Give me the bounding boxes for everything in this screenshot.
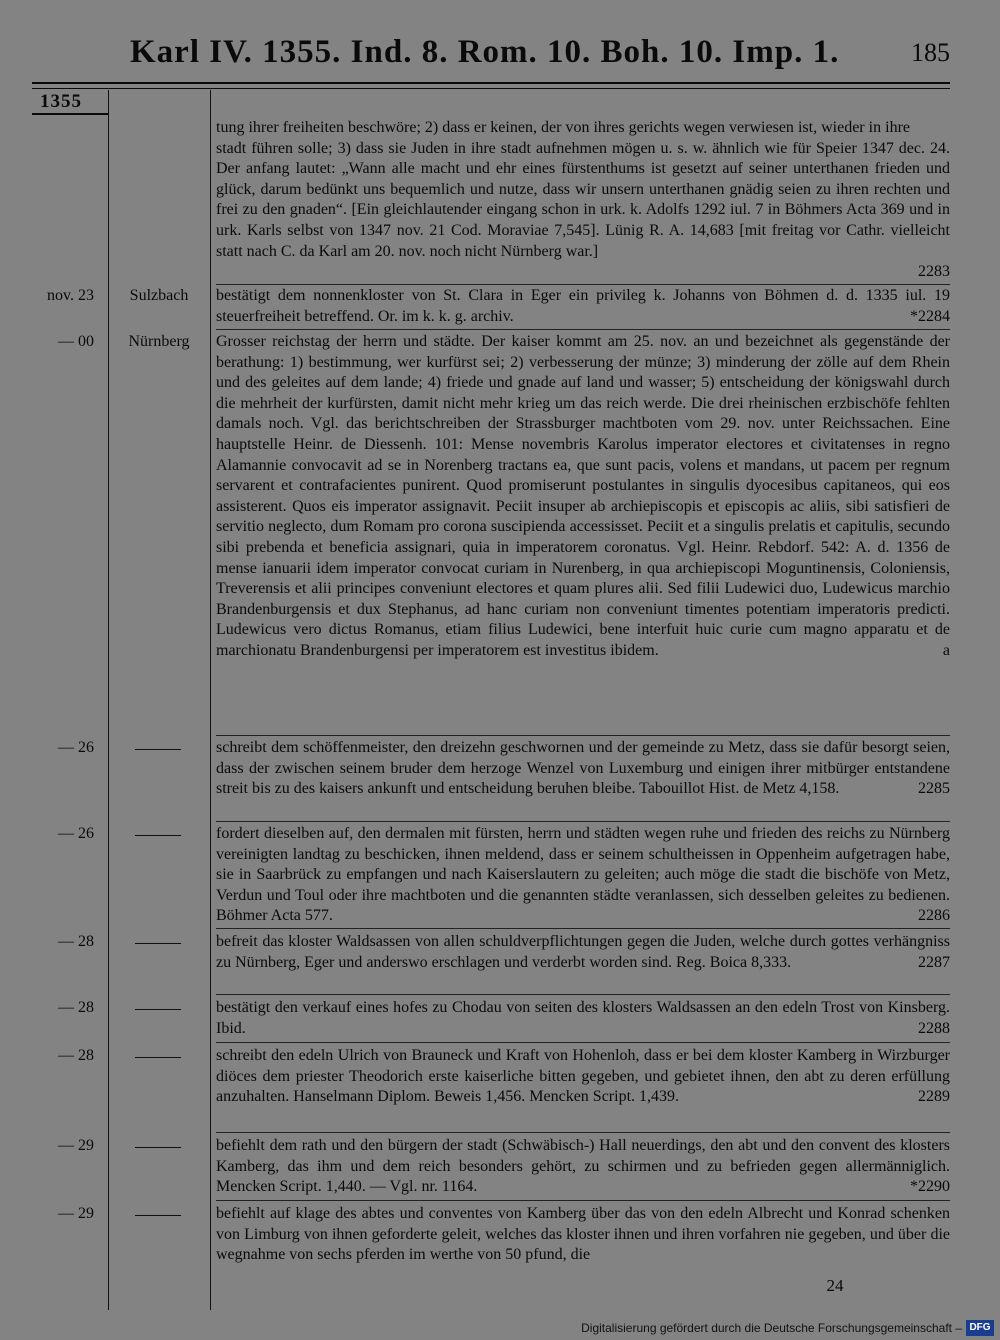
entry-number: 2283 xyxy=(918,263,950,280)
entry-text xyxy=(216,824,950,927)
entry-text xyxy=(216,286,950,327)
entry-date: — 00 xyxy=(58,333,94,350)
entry-separator xyxy=(216,994,950,995)
place-ditto-dash xyxy=(135,749,181,750)
entry-body: schreibt den edeln Ulrich von Brauneck und Kraft von Hohenloh, dass er bei dem kloster Kamberg in Wirzburger diöces dem priester Theodorich erste kaiserliche bitten gegeben, und gebietet ihnen, den abt zu deren erfüllung anzuhalten. Hanselmann Diplom. Beweis 1,456. Mencken Script. 1,439. xyxy=(216,1047,950,1106)
entry-separator xyxy=(216,1200,950,1201)
entry-date: — 28 xyxy=(58,999,94,1016)
entry-number: *2290 xyxy=(910,1178,950,1196)
page-number: 185 xyxy=(911,38,950,67)
entry-text xyxy=(216,332,950,662)
entry-place: Nürnberg xyxy=(128,333,190,350)
entry-text xyxy=(216,118,950,280)
entry-body: befreit das kloster Waldsassen von allen schuldverpflichtungen gegen die Juden, welche durch gottes verhängniss zu Nürnberg, Eger und anderswo erschlagen und verderbt worden sind. Reg. Boica 8,333. xyxy=(216,933,950,971)
place-ditto-dash xyxy=(135,1057,181,1058)
entry-number: 2289 xyxy=(918,1088,950,1106)
entry-body: Grosser reichstag der herrn und städte. Der kaiser kommt am 25. nov. an und bezeichnet als gegenstände der berathung: 1) bestimmung, wer kurfürst sei; 2) verbesserung der münze; 3) minderung der zölle auf dem Rhein und des geleites auf dem lande; 4) friede und gnade auf land und wasser; 5) entscheidung der königswahl durch die mehrheit der kurfürsten, damit nicht mehr krieg um das reich werde. Die drei rheinischen erzbischöfe fehlten damals noch. Vgl. das berichtschreiben der Strassburger machtboten vom 29. nov. unter Reichssachen. Eine hauptstelle Heinr. de Diessenh. 101: Mense novembris Karolus imperator electores et civitatenses in regno Alamannie convocavit ad se in Norenberg tractans ea, que sunt pacis, volens et mandans, ut pacem per regnum servarent et contrafacientes punirent. Quod promiserunt postulantes in singulis dyocesibus capitaneos, qui eos assisterent. Quos eis imperator assignavit. Peciit insuper ab archiepiscopis et episcopis ac aliis, sibi satisfieri de servitio neglecto, dum Romam pro corona suscipienda accessisset. Peciit et a singulis prelatis et capitulis, secundo sibi prebenda et beneficia assignari, quia in imperatorem coronatus. Vgl. Heinr. Rebdorf. 542: A. d. 1356 de mense ianuarii idem imperator convocat curiam in Nurenberg, in qua archiepiscopi Moguntinensis, Coloniensis, Treverensis et alii principes conveniunt electores et quam plures alii. Sed filii Ludewici duo, Ludewicus marchio Brandenburgensis et dux Stephanus, ad hanc curiam non conveniunt timentes potentiam imperatoris predicti. Ludewicus vero dictus Romanus, etiam filius Ludewici, bene interfuit huic curie cum magno apparatu et de marchionatu Brandenburgensi per imperatorem est investitus ibidem. xyxy=(216,333,950,659)
entry-body: bestätigt den verkauf eines hofes zu Chodau von seiten des klosters Waldsassen an den edeln Trost von Kinsberg. Ibid. xyxy=(216,999,950,1037)
entry-number: 2287 xyxy=(918,953,950,971)
year-label: 1355 xyxy=(40,91,82,112)
entry-text xyxy=(216,738,950,800)
entry-place: Sulzbach xyxy=(129,287,189,304)
entry-body: fordert dieselben auf, den dermalen mit fürsten, herrn und städten wegen ruhe und frieden des reichs zu Nürnberg vereinigten landtag zu beschicken, ihnen meldend, dass er seinem schultheissen in Oppenheim aufgetragen habe, sie in Saarbrück zu empfangen und nach Kaiserslautern zu geleiten; auch möge die stadt die bischöfe von Metz, Verdun und Toul oder ihre machtboten und die genannten städte veranlassen, sich desselben geleites zu bedienen. Böhmer Acta 577. xyxy=(216,825,950,925)
dfg-logo: DFG xyxy=(966,1320,994,1336)
entry-date: — 29 xyxy=(58,1137,94,1154)
place-ditto-dash xyxy=(135,943,181,944)
entry-number: 2285 xyxy=(918,780,950,798)
footer xyxy=(0,1318,1000,1340)
entry-date: — 28 xyxy=(58,1047,94,1064)
entry-text xyxy=(216,932,950,973)
entry-body: befiehlt auf klage des abtes und conventes von Kamberg über das von den edeln Albrecht und Konrad schenken von Limburg von ihnen geforderte geleit, welches das kloster ihnen und ihren vorfahren nie gegeben, und über die wegnahme von sechs pferden im werthe von 50 pfund, die xyxy=(216,1205,950,1264)
entry-number: a xyxy=(942,641,950,659)
entry-text xyxy=(216,1136,950,1198)
entry-body: schreibt dem schöffenmeister, den dreizehn geschwornen und der gemeinde zu Metz, dass sie dafür besorgt seien, dass der zwischen seinem bruder dem herzoge Wenzel von Luxemburg und einigen ihrer mitbürger entstandene streit bis zu des kaisers ankunft und entscheidung beruhen bleibe. Tabouillot Hist. de Metz 4,158. xyxy=(216,739,950,798)
funding-note: Digitalisierung gefördert durch die Deutsche Forschungsgemeinschaft – xyxy=(581,1321,962,1335)
header-rule-thin xyxy=(32,88,950,89)
entry-text xyxy=(216,998,950,1039)
entry-body: tung ihrer freiheiten beschwöre; 2) dass er keinen, der von ihres gerichts wegen verwiesen ist, wieder in ihre stadt führen solle; 3) dass sie Juden in ihre stadt aufnehmen mögen u. s. w. ähnlich wie für Speier 1347 dec. 24. Der anfang lautet: „Wann alle macht und ehr eines fürstenthums ist gesetzt auf seiner unterthanen frieden und glück, darum bedünkt uns bequemlich und nutze, dass wir unsern unterthanen gnädig seien zu ihren rechten und frei zu den gnaden“. [Ein gleichlautender eingang schon in urk. k. Adolfs 1292 iul. 7 in Böhmers Acta 369 und in urk. Karls selbst von 1347 nov. 21 Cod. Moraviae 7,545]. Lünig R. A. 14,683 [mit freitag vor Cathr. vielleicht statt nach C. da Karl am 20. nov. noch nicht Nürnberg war.] xyxy=(216,119,950,260)
page-header xyxy=(0,0,1000,80)
entry-body: befiehlt dem rath und den bürgern der stadt (Schwäbisch-) Hall neuerdings, den abt und den convent des klosters Kamberg, das ihm und dem reich besonders gehört, zu schirmen und zu befrieden gegen allermänniglich. Mencken Script. 1,440. — Vgl. nr. 1164. xyxy=(216,1137,950,1196)
entry-number: 2286 xyxy=(918,907,950,925)
entry-date: — 26 xyxy=(58,825,94,842)
entry-separator xyxy=(216,1132,950,1133)
entry-separator xyxy=(216,928,950,929)
entry-separator xyxy=(216,735,950,736)
entry-date: — 29 xyxy=(58,1205,94,1222)
place-ditto-dash xyxy=(135,1215,181,1216)
year-underline xyxy=(32,113,108,115)
entry-body: bestätigt dem nonnenkloster von St. Clara in Eger ein privileg k. Johanns von Böhmen d. d. 1335 iul. 19 steuerfreiheit betreffend. Or. im k. k. g. archiv. xyxy=(216,287,950,325)
column-divider-place xyxy=(210,90,211,1310)
place-ditto-dash xyxy=(135,1147,181,1148)
entry-text xyxy=(216,1204,950,1266)
place-ditto-dash xyxy=(135,1009,181,1010)
entry-number: *2284 xyxy=(910,307,950,325)
entry-date: — 28 xyxy=(58,933,94,950)
entry-separator xyxy=(216,329,950,330)
entry-date: — 26 xyxy=(58,739,94,756)
entry-text xyxy=(216,1046,950,1108)
header-rule xyxy=(32,82,950,84)
entry-separator xyxy=(216,284,950,285)
entry-number: 2288 xyxy=(918,1019,950,1037)
entry-separator xyxy=(216,821,950,822)
sheet-signature: 24 xyxy=(826,1276,844,1295)
running-title: Karl IV. 1355. Ind. 8. Rom. 10. Boh. 10. Imp. 1. xyxy=(130,34,840,70)
place-ditto-dash xyxy=(135,835,181,836)
entry-separator xyxy=(216,1042,950,1043)
entry-date: nov. 23 xyxy=(47,287,94,304)
column-divider-date xyxy=(108,90,109,1310)
